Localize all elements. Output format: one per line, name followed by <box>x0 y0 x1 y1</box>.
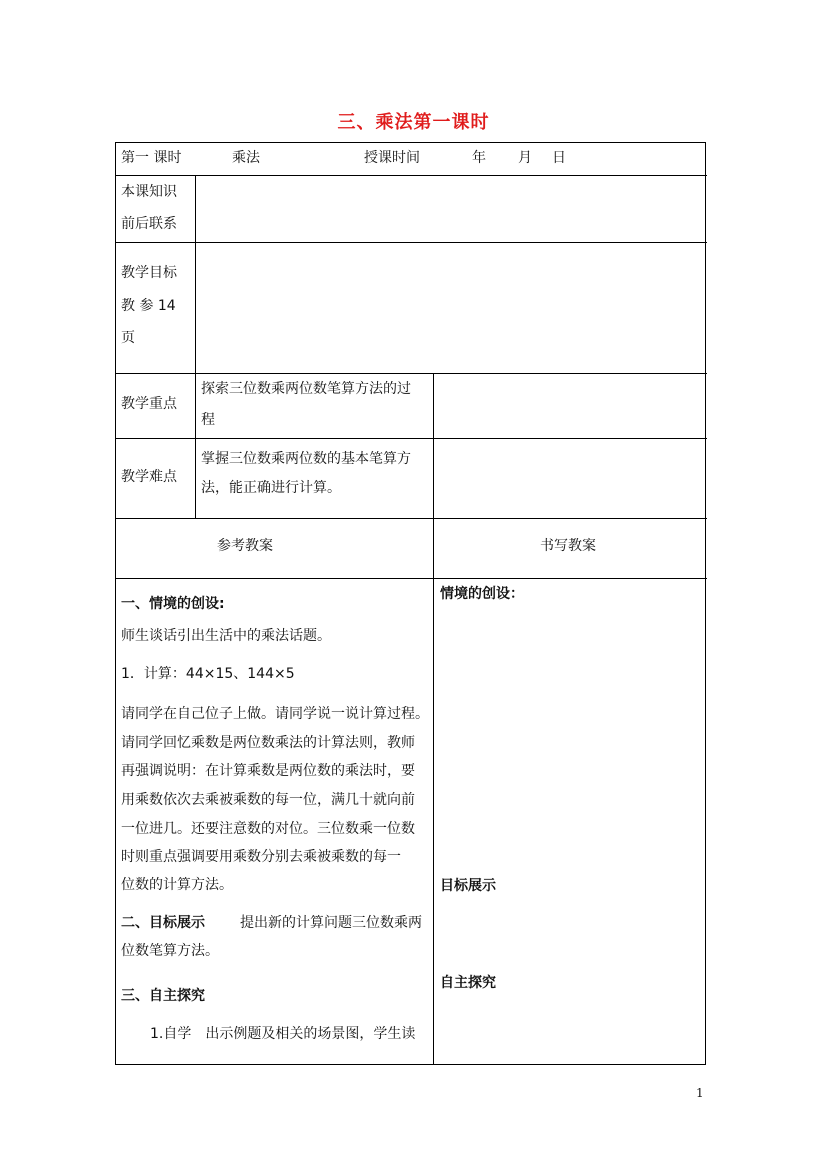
paragraph-line: 请同学回忆乘数是两位数乘法的计算法则，教师 <box>121 735 415 751</box>
section-3-heading: 三、自主探究 <box>121 988 205 1004</box>
row-divider <box>116 373 707 374</box>
section-2-heading: 二、目标展示 <box>121 915 205 931</box>
row-divider <box>116 578 707 579</box>
teaching-time-label: 授课时间 <box>364 150 420 166</box>
writing-heading-scenario: 情境的创设： <box>440 586 524 602</box>
paragraph-line: 用乘数依次去乘被乘数的每一位，满几十就向前 <box>121 792 415 808</box>
difficulty-label: 教学难点 <box>121 469 177 485</box>
section-2-text: 提出新的计算问题三位数乘两 <box>240 915 422 931</box>
paragraph-line: 请同学在自己位子上做。请同学说一说计算过程。 <box>121 706 429 722</box>
row-divider <box>116 242 707 243</box>
section-1-heading: 一、情境的创设: <box>121 596 225 612</box>
section-2-text-cont: 位数笔算方法。 <box>121 943 219 959</box>
key-point-text: 探索三位数乘两位数笔算方法的过 <box>201 381 411 397</box>
lesson-subject: 乘法 <box>232 150 260 166</box>
paragraph-line: 一位进几。还要注意数的对位。三位数乘一位数 <box>121 821 415 837</box>
column-divider <box>195 175 196 518</box>
difficulty-text-cont: 法，能正确进行计算。 <box>201 480 341 496</box>
lesson-number: 第一 课时 <box>121 150 182 166</box>
reference-plan-header: 参考教案 <box>217 538 273 554</box>
goal-label-page: 页 <box>121 330 135 346</box>
day-label: 日 <box>552 150 566 166</box>
column-divider <box>433 373 434 1065</box>
difficulty-text: 掌握三位数乘两位数的基本笔算方 <box>201 451 411 467</box>
paragraph-line: 再强调说明：在计算乘数是两位数的乘法时，要 <box>121 763 415 779</box>
row-divider <box>116 518 707 519</box>
paragraph-line: 位数的计算方法。 <box>121 877 233 893</box>
writing-heading-explore: 自主探究 <box>440 975 496 991</box>
year-label: 年 <box>472 150 486 166</box>
page-number: 1 <box>696 1086 704 1100</box>
section-1-line: 师生谈话引出生活中的乘法话题。 <box>121 628 331 644</box>
key-point-text-cont: 程 <box>201 412 215 428</box>
document-title: 三、乘法第一课时 <box>337 112 490 133</box>
goal-label-ref: 教 参 14 <box>121 298 176 314</box>
paragraph-line: 时则重点强调要用乘数分别去乘被乘数的每一 <box>121 849 401 865</box>
goal-label: 教学目标 <box>121 265 177 281</box>
section-3-text: 1.自学 出示例题及相关的场景图，学生读 <box>150 1026 416 1042</box>
month-label: 月 <box>518 150 532 166</box>
key-point-label: 教学重点 <box>121 396 177 412</box>
knowledge-label-cont: 前后联系 <box>121 216 177 232</box>
writing-heading-goal: 目标展示 <box>440 878 496 894</box>
row-divider <box>116 175 707 176</box>
row-divider <box>116 438 707 439</box>
writing-plan-header: 书写教案 <box>540 538 596 554</box>
knowledge-label: 本课知识 <box>121 184 177 200</box>
calculation-line: 1．计算：44×15、144×5 <box>121 666 295 682</box>
